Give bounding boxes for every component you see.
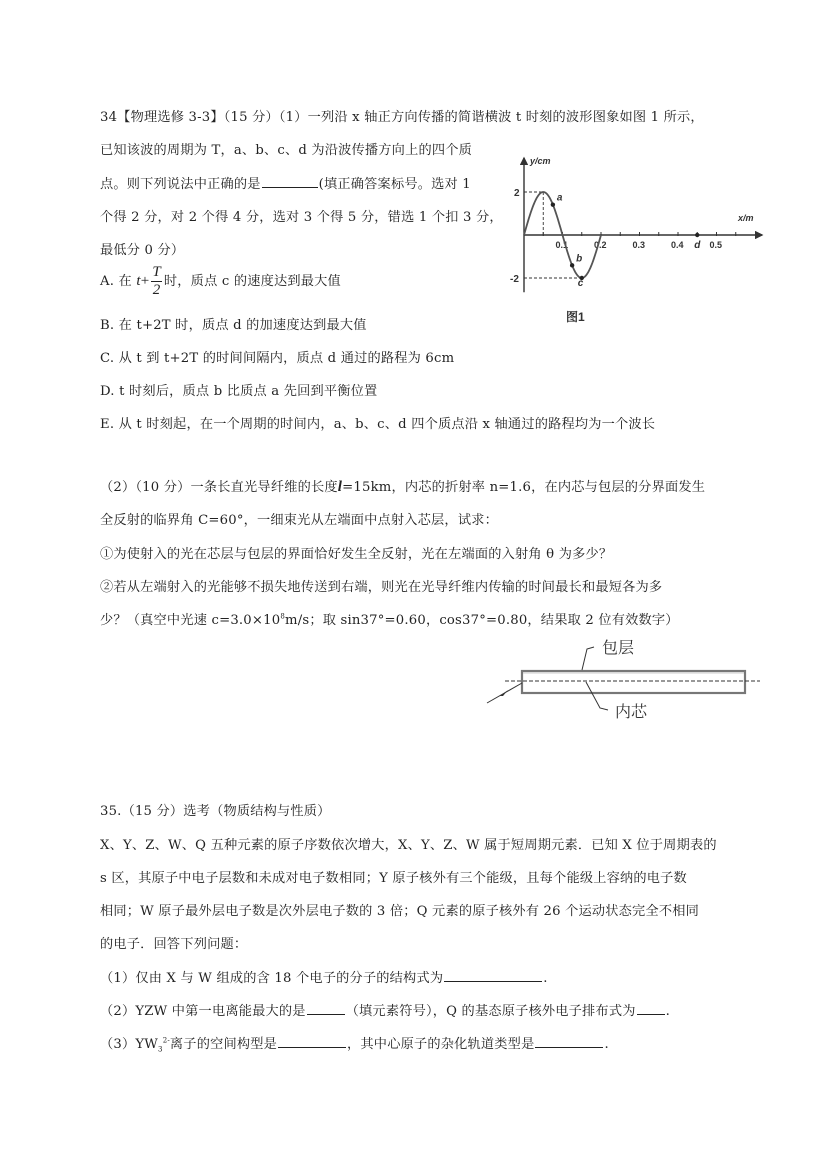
option-d: D. t 时刻后，质点 b 比质点 a 先回到平衡位置 [100,384,378,399]
q35-sub2-text: （2）YZW 中第一电离能最大的是 [100,1004,306,1019]
answer-blank-2a[interactable] [307,1002,345,1015]
q35-sub2-text-b: （填元素符号），Q 的基态原子核外电子排布式为 [345,1004,636,1019]
subscript: 3 [158,1045,163,1054]
point-a [551,202,555,206]
option-b: B. 在 t+2T 时，质点 d 的加速度达到最大值 [100,318,367,333]
var-t: t [136,273,141,289]
period: . [543,971,548,986]
y-tick-label: -2 [510,274,519,285]
y-tick-label: 2 [514,188,520,199]
option-a-prefix: A. 在 [100,274,132,289]
q35-line2: s 区，其原子中电子层数和未成对电子数相同；Y 原子核外有三个能级，且每个能级上容纳的电子数 [100,871,687,886]
x-tick-label: 0.2 [594,240,607,250]
point-label-a: a [556,192,563,204]
option-a [100,264,341,299]
q35-sub2 [100,1000,670,1019]
p2-line5 [100,609,679,628]
core-label: 内芯 [615,704,648,721]
q35-sub1-text: （1）仅由 X 与 W 组成的含 18 个电子的分子的结构式为 [100,971,444,986]
q34-line3 [100,173,471,192]
x-tick-label: 0.4 [671,240,684,250]
cladding-leader [582,647,594,670]
x-axis-label: x/m [738,213,754,223]
fraction-t-over-2 [151,264,162,299]
point-d [695,233,699,237]
fraction-denominator: 2 [152,282,161,298]
point-b [570,263,574,267]
point-label-d: d [694,240,701,251]
p2-line2: 全反射的临界角 C=60°，一细束光从左端面中点射入芯层，试求： [100,513,498,528]
option-e: E. 从 t 时刻起，在一个周期的时间内，a、b、c、d 四个质点沿 x 轴通过的路程均为一个波长 [100,417,656,432]
answer-blank-1[interactable] [444,969,542,982]
cladding-label: 包层 [602,640,635,657]
q34-line5: 最低分 0 分） [100,243,185,258]
q34-line3-text: 点。则下列说法中正确的是 [100,177,261,192]
point-label-c: c [577,278,584,289]
p2-line3: ①为使射入的光在芯层与包层的界面恰好发生全反射，光在左端面的入射角 θ 为多少？ [100,547,613,562]
answer-blank-3b[interactable] [535,1035,603,1048]
var-l: l [337,479,343,495]
period: . [665,1004,671,1019]
p2-line1 [100,476,705,496]
answer-blank-2b[interactable] [637,1002,665,1015]
x-tick-label: 0.1 [555,240,569,250]
q34-line4: 个得 2 分，对 2 个得 4 分，选对 3 个得 5 分，错选 1 个扣 3 分， [100,210,503,225]
answer-blank[interactable] [262,175,318,188]
p2-line1-a: （2）（10 分）一条长直光导纤维的长度 [100,480,338,495]
plus-sign: + [140,273,150,289]
period: . [604,1037,609,1052]
wave-chart [500,152,770,327]
q34-line3-rest: (填正确答案标号。选对 1 [318,177,471,192]
option-c: C. 从 t 到 t+2T 的时间间隔内，质点 d 通过的路程为 6cm [100,351,455,366]
q35-sub3-text-b: ，其中心原子的杂化轨道类型是 [347,1037,535,1052]
q35-line1: X、Y、Z、W、Q 五种元素的原子序数依次增大，X、Y、Z、W 属于短周期元素．已知 X 位于周期表的 [100,838,717,853]
p2-line5-a: 少？（真空中光速 c=3.0×10 [100,613,281,628]
fraction-numerator: T [152,264,161,280]
y-axis-label: y/cm [530,156,551,166]
q35-line4: 的电子．回答下列问题： [100,937,248,952]
point-label-b: b [576,253,583,265]
x-tick-label: 0.3 [632,240,646,250]
p2-line1-b: =15km，内芯的折射率 n=1.6，在内芯与包层的分界面发生 [342,480,706,495]
answer-blank-3a[interactable] [278,1035,346,1048]
figure-caption: 图1 [566,310,585,324]
x-tick-label: 0.5 [709,240,723,250]
q35-line3: 相同；W 原子最外层电子数是次外层电子数的 3 倍；Q 元素的原子核外有 26 个运动状态完全不相同 [100,904,699,919]
fiber-cladding [522,671,745,693]
q35-sub1 [100,967,548,986]
q35-title: 35.（15 分）选考（物质结构与性质） [100,804,331,819]
q34-line1: 34【物理选修 3-3】（15 分）（1）一列沿 x 轴正方向传播的简谐横波 t 时刻的波形图象如图 1 所示， [100,110,704,125]
core-leader [586,682,608,710]
q35-sub3-formula: （3）YW [100,1037,159,1052]
p2-line4: ②若从左端射入的光能够不损失地传送到右端，则光在光导纤维内传输的时间最长和最短各为多 [100,580,663,595]
fiber-diagram [470,632,770,727]
q35-sub3 [100,1033,609,1054]
exponent: 8 [280,612,285,621]
option-a-text: 时，质点 c 的速度达到最大值 [163,274,341,289]
charge-superscript: 2- [162,1036,170,1045]
q34-line2: 已知该波的周期为 T，a、b、c、d 为沿波传播方向上的四个质 [100,143,473,158]
p2-line5-b: m/s；取 sin37°=0.60，cos37°=0.80，结果取 2 位有效数字） [285,613,679,628]
q35-sub3-text: 离子的空间构型是 [169,1037,278,1052]
